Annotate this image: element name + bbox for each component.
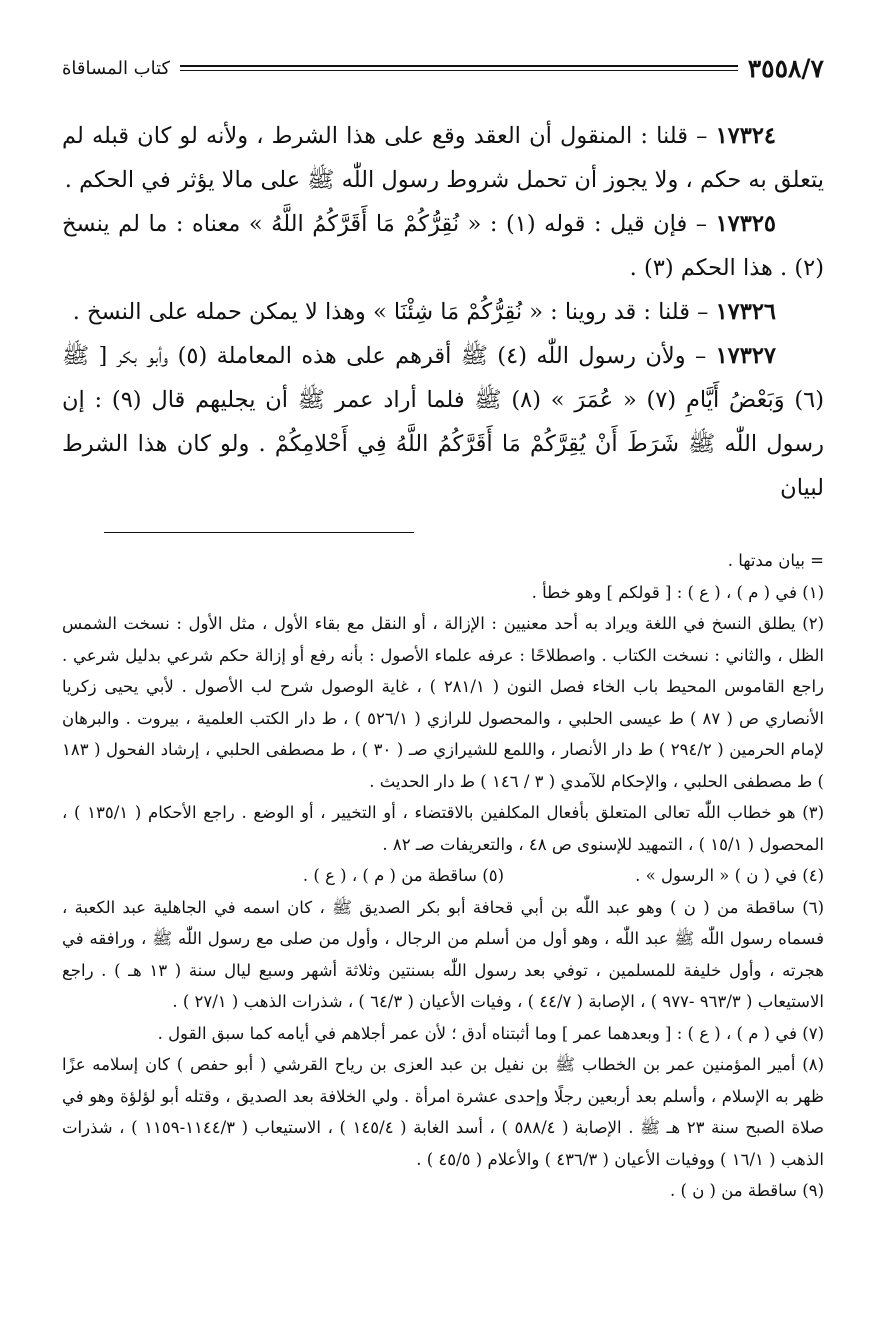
paragraph-number: ١٧٣٢٦ <box>715 299 776 325</box>
paragraph-text: – قلنا : قد روينا : « نُقِرُّكُمْ مَا شِئْنَا » وهذا لا يمكن حمله على النسخ . <box>72 299 709 325</box>
footnote-2: (٢) يطلق النسخ في اللغة ويراد به أحد معنيين : الإزالة ، أو النقل مع بقاء الأول ، مثل الأول : نسخت الشمس الظل ، والثاني : نسخت الكتاب . واصطلاحًا : عرفه علماء الأصول : بأنه رفع أو إزالة حكم شرعي بدليل شرعي . راجع القاموس المحيط باب الخاء فصل النون ( ٢٨١/١ ) ، غاية الوصول شرح لب الأصول . لأبي يحيى زكريا الأنصاري ص ( ٨٧ ) ط عيسى الحلبي ، والمحصول للرازي ( ٥٢٦/١ ) ، ط دار الكتب العلمية ، بيروت . والبرهان لإمام الحرمين ( ٢٩٤/٢ ) ط دار الأنصار ، واللمع للشيرازي صـ ( ٣٠ ) ، ط مصطفى الحلبي ، إرشاد الفحول ( ١٨٣ ) ط مصطفى الحلبي ، والإحكام للآمدي ( ٣ / ١٤٦ ) ط دار الحديث . <box>62 614 824 791</box>
header-rule <box>180 65 738 71</box>
paragraph-number: ١٧٣٢٥ <box>715 211 776 237</box>
footnote-separator <box>104 532 414 533</box>
footnote-9: (٩) ساقطة من ( ن ) . <box>670 1181 824 1200</box>
paragraph-text: – ولأن رسول اللّٰه (٤) ﷺ أقرهم على هذه المعاملة (٥) وأبو بكر [ ﷺ (٦) وَبَعْضُ أَيَّامِ (٧) « عُمَرَ » (٨) ﷺ فلما أراد عمر ﷺ أن يجليهم قال (٩) : إن رسول اللّٰه ﷺ شَرَطَ أَنْ يُقِرَّكُمْ مَا أَقَرَّكُمُ اللَّهُ فِي أَحْلامِكُمْ . ولو كان هذا الشرط لبيان <box>62 343 825 501</box>
footnote-6: (٦) ساقطة من ( ن ) وهو عبد اللّٰه بن أبي قحافة أبو بكر الصديق ﷺ ، كان اسمه في الجاهلية عبد الكعبة ، فسماه رسول اللّٰه ﷺ عبد اللّٰه ، وهو أول من أسلم من الرجال ، وأول من صلى مع رسول اللّٰه ﷺ ، ورافقه في هجرته ، وأول خليفة للمسلمين ، توفي بعد رسول اللّٰه بسنتين وثلاثة أشهر وسبع ليال سنة ( ١٣ هـ ) . راجع الاستيعاب ( ٩٦٣/٣ -٩٧٧ ) ، الإصابة ( ٤٤/٧ ) ، وفيات الأعيان ( ٦٤/٣ ) ، شذرات الذهب ( ٢٧/١ ) . <box>62 897 824 1011</box>
footnote-4: (٤) في ( ن ) « الرسول » . <box>635 866 824 885</box>
footnotes <box>62 545 824 1207</box>
paragraph-17324 <box>62 114 824 202</box>
paragraph-17325 <box>62 202 824 290</box>
book-page <box>62 48 824 1308</box>
footnote-5: (٥) ساقطة من ( م ) ، ( ع ) . <box>302 866 504 885</box>
paragraph-number: ١٧٣٢٧ <box>715 343 777 369</box>
footnote-1: (١) في ( م ) ، ( ع ) : [ قولكم ] وهو خطأ . <box>531 582 824 602</box>
paragraph-17327 <box>62 334 824 510</box>
book-title: كتاب المساقاة <box>62 57 171 79</box>
main-text <box>62 114 824 510</box>
paragraph-text: – قلنا : المنقول أن العقد وقع على هذا الشرط ، ولأنه لو كان قبله لم يتعلق به حكم ، ولا يجوز أن تحمل شروط رسول اللّٰه ﷺ على مالا يؤثر في الحكم . <box>62 123 824 193</box>
paragraph-17326 <box>62 290 824 334</box>
paragraph-text: – فإن قيل : قوله (١) : « نُقِرُّكُمْ مَا أَقَرَّكُمُ اللَّهُ » معناه : ما لم ينسخ (٢) . هذا الحكم (٣) . <box>62 211 824 281</box>
footnote-continuation: = بيان مدتها . <box>727 551 824 570</box>
paragraph-number: ١٧٣٢٤ <box>715 123 776 149</box>
page-number: ٣٥٥٨/٧ <box>747 53 824 83</box>
page-header <box>62 48 824 88</box>
footnote-8: (٨) أمير المؤمنين عمر بن الخطاب ﷺ بن نفيل بن عبد العزى بن رياح القرشي ( أبو حفص ) كان إسلامه عزًا ظهر به الإسلام ، وأسلم بعد أربعين رجلًا وإحدى عشرة امرأة . ولي الخلافة بعد الصديق ، وقتله أبو لؤلؤة وهو في صلاة الصبح سنة ٢٣ هـ ﷺ . الإصابة ( ٥٨٨/٤ ) ، أسد الغابة ( ١٤٥/٤ ) ، الاستيعاب ( ١١٤٤/٣-١١٥٩ ) ، شذرات الذهب ( ١٦/١ ) ووفيات الأعيان ( ٤٣٦/٣ ) والأعلام ( ٤٥/٥ ) . <box>62 1055 824 1169</box>
footnote-7: (٧) في ( م ) ، ( ع ) : [ وبعدهما عمر ] وما أثبتناه أدق ؛ لأن عمر أجلاهم في أيامه كما سبق القول . <box>157 1023 824 1043</box>
footnote-row-4-5 <box>62 860 824 892</box>
footnote-3: (٣) هو خطاب اللّٰه تعالى المتعلق بأفعال المكلفين بالاقتضاء ، أو التخيير ، أو الوضع . راجع الأحكام ( ١٣٥/١ ) ، المحصول ( ١٥/١ ) ، التمهيد للإسنوى ص ٤٨ ، والتعريفات صـ ٨٢ . <box>62 803 824 854</box>
